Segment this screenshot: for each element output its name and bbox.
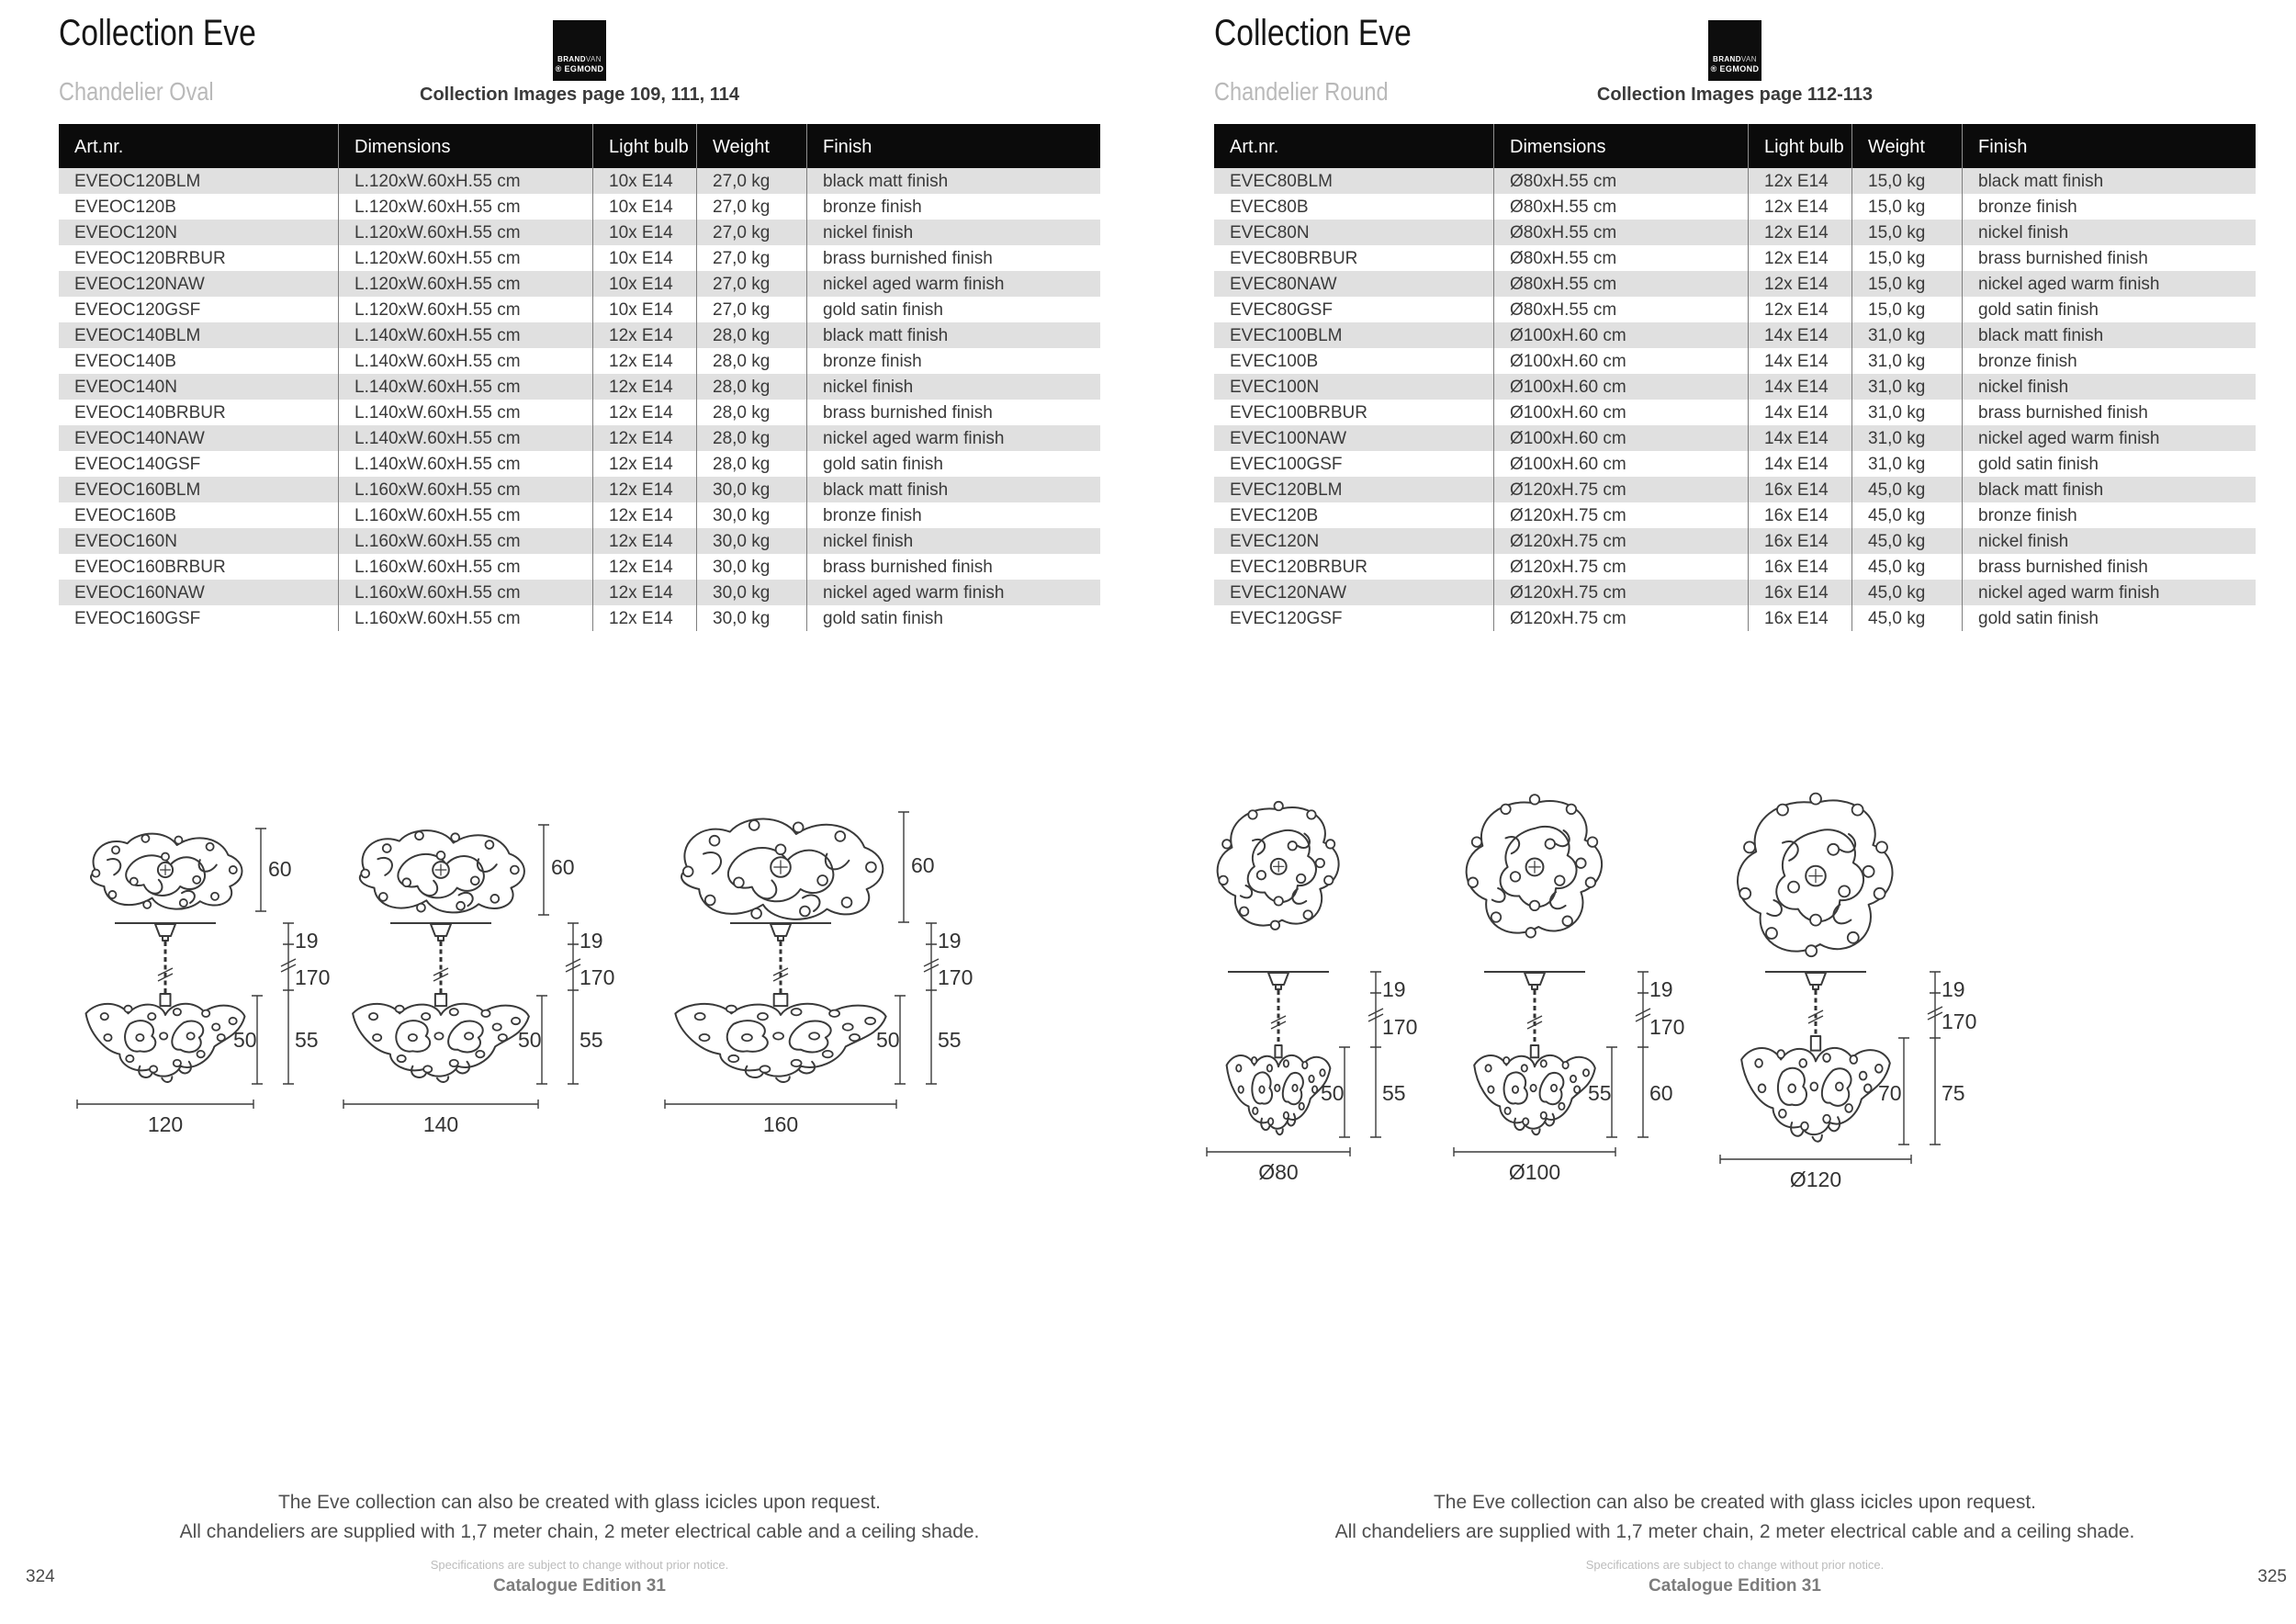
cell-lightbulb: 12x E14 (592, 322, 696, 348)
table-row (1214, 245, 2256, 271)
page-left (0, 0, 1141, 1624)
cell-weight: 45,0 kg (1851, 477, 1962, 502)
cell-lightbulb: 12x E14 (1748, 220, 1851, 245)
table-row (1214, 502, 2256, 528)
cell-dimensions: Ø100xH.60 cm (1493, 348, 1748, 374)
cell-lightbulb: 16x E14 (1748, 528, 1851, 554)
cell-lightbulb: 12x E14 (1748, 297, 1851, 322)
cell-lightbulb: 12x E14 (592, 502, 696, 528)
cell-lightbulb: 10x E14 (592, 168, 696, 194)
cell-dimensions: Ø80xH.55 cm (1493, 245, 1748, 271)
table-row (1214, 168, 2256, 194)
cell-lightbulb: 12x E14 (592, 477, 696, 502)
cell-weight: 28,0 kg (696, 425, 806, 451)
table-body (59, 168, 1100, 631)
table-row (1214, 322, 2256, 348)
cell-lightbulb: 12x E14 (592, 605, 696, 631)
cell-weight: 45,0 kg (1851, 502, 1962, 528)
cell-weight: 15,0 kg (1851, 220, 1962, 245)
dim-label-body: 70 (1878, 1081, 1902, 1105)
header-cell-lightbulb: Light bulb (1748, 124, 1851, 168)
footer-disclaimer: Specifications are subject to change without prior notice. (1585, 1558, 1885, 1572)
table-row (1214, 194, 2256, 220)
cell-artnr: EVEC100BRBUR (1230, 403, 1367, 423)
cell-artnr: EVEOC120NAW (74, 275, 205, 294)
cell-lightbulb: 12x E14 (1748, 194, 1851, 220)
cell-weight: 28,0 kg (696, 400, 806, 425)
cell-artnr: EVEC120BLM (1230, 480, 1343, 500)
dim-label-chain: 170 (295, 965, 331, 989)
dim-label-chain: 170 (938, 965, 974, 989)
dim-label-body: 50 (1321, 1081, 1345, 1105)
dim-label-total: 55 (295, 1028, 319, 1052)
spec-table-round (1214, 124, 2256, 631)
cell-artnr: EVEOC120GSF (74, 300, 201, 320)
cell-dimensions: Ø120xH.75 cm (1493, 554, 1748, 580)
cell-weight: 30,0 kg (696, 502, 806, 528)
dim-label-topwidth: 60 (268, 857, 292, 881)
brand-logo (1708, 20, 1761, 81)
cell-lightbulb: 16x E14 (1748, 502, 1851, 528)
cell-dimensions: L.160xW.60xH.55 cm (338, 528, 592, 554)
cell-lightbulb: 12x E14 (592, 528, 696, 554)
cell-dimensions: L.120xW.60xH.55 cm (338, 297, 592, 322)
catalogue-edition: Catalogue Edition 31 (493, 1576, 666, 1596)
page-number: 325 (2257, 1567, 2287, 1586)
cell-dimensions: L.120xW.60xH.55 cm (338, 220, 592, 245)
page-number: 324 (26, 1567, 55, 1586)
page-right (1155, 0, 2296, 1624)
cell-lightbulb: 12x E14 (1748, 271, 1851, 297)
cell-artnr: EVEC120B (1230, 506, 1319, 525)
cell-lightbulb: 12x E14 (592, 400, 696, 425)
table-row (1214, 425, 2256, 451)
cell-dimensions: Ø120xH.75 cm (1493, 502, 1748, 528)
cell-dimensions: L.140xW.60xH.55 cm (338, 348, 592, 374)
cell-dimensions: L.140xW.60xH.55 cm (338, 451, 592, 477)
table-row (1214, 348, 2256, 374)
cell-weight: 31,0 kg (1851, 374, 1962, 400)
cell-artnr: EVEOC120B (74, 197, 176, 217)
cell-finish: black matt finish (806, 322, 1100, 348)
footer-line-2: All chandeliers are supplied with 1,7 meter chain, 2 meter electrical cable and a ceiling shade. (179, 1521, 980, 1542)
brand-logo-line2: ® EGMOND (555, 64, 604, 73)
cell-finish: nickel finish (806, 220, 1100, 245)
cell-dimensions: Ø80xH.55 cm (1493, 271, 1748, 297)
page-subtitle: Chandelier Round (1214, 77, 1389, 106)
table-row (59, 194, 1100, 220)
cell-artnr: EVEC100N (1230, 378, 1320, 397)
table-row (1214, 400, 2256, 425)
cell-dimensions: Ø120xH.75 cm (1493, 477, 1748, 502)
cell-dimensions: L.160xW.60xH.55 cm (338, 580, 592, 605)
cell-finish: nickel finish (1962, 220, 2256, 245)
table-row (1214, 220, 2256, 245)
dim-label-drop: 19 (295, 929, 319, 953)
dim-label-drop: 19 (1649, 977, 1673, 1001)
cell-finish: bronze finish (806, 502, 1100, 528)
cell-artnr: EVEC100NAW (1230, 429, 1347, 448)
footer-line-2: All chandeliers are supplied with 1,7 meter chain, 2 meter electrical cable and a ceiling shade. (1334, 1521, 2135, 1542)
cell-finish: bronze finish (1962, 348, 2256, 374)
cell-artnr: EVEOC140B (74, 352, 176, 371)
cell-dimensions: Ø120xH.75 cm (1493, 580, 1748, 605)
table-row (59, 502, 1100, 528)
cell-finish: nickel aged warm finish (1962, 425, 2256, 451)
dim-label-chain: 170 (1941, 1009, 1977, 1033)
cell-dimensions: Ø80xH.55 cm (1493, 220, 1748, 245)
cell-weight: 15,0 kg (1851, 245, 1962, 271)
cell-finish: black matt finish (806, 477, 1100, 502)
dim-label-drop: 19 (938, 929, 962, 953)
dim-label-width: 140 (422, 1112, 459, 1136)
cell-weight: 31,0 kg (1851, 451, 1962, 477)
cell-lightbulb: 12x E14 (592, 580, 696, 605)
cell-lightbulb: 14x E14 (1748, 400, 1851, 425)
cell-dimensions: L.120xW.60xH.55 cm (338, 168, 592, 194)
table-row (59, 605, 1100, 631)
cell-dimensions: Ø100xH.60 cm (1493, 451, 1748, 477)
cell-weight: 31,0 kg (1851, 400, 1962, 425)
collection-images-note: Collection Images page 112-113 (1596, 85, 1874, 105)
cell-lightbulb: 12x E14 (592, 425, 696, 451)
cell-weight: 27,0 kg (696, 271, 806, 297)
cell-finish: brass burnished finish (1962, 245, 2256, 271)
dim-label-body: 50 (518, 1028, 542, 1052)
cell-weight: 28,0 kg (696, 322, 806, 348)
dim-label-drop: 19 (1941, 977, 1965, 1001)
dim-label-chain: 170 (1382, 1015, 1418, 1039)
cell-weight: 45,0 kg (1851, 528, 1962, 554)
table-row (59, 220, 1100, 245)
header-cell-weight: Weight (696, 124, 806, 168)
cell-finish: nickel aged warm finish (1962, 580, 2256, 605)
header-cell-dimensions: Dimensions (338, 124, 592, 168)
cell-artnr: EVEC100BLM (1230, 326, 1343, 345)
cell-dimensions: L.160xW.60xH.55 cm (338, 605, 592, 631)
cell-finish: black matt finish (806, 168, 1100, 194)
cell-artnr: EVEOC140NAW (74, 429, 205, 448)
cell-finish: nickel finish (1962, 374, 2256, 400)
dim-label-chain: 170 (580, 965, 615, 989)
cell-weight: 30,0 kg (696, 605, 806, 631)
cell-finish: nickel aged warm finish (806, 425, 1100, 451)
table-row (1214, 580, 2256, 605)
cell-weight: 27,0 kg (696, 220, 806, 245)
cell-lightbulb: 12x E14 (592, 451, 696, 477)
table-row (59, 374, 1100, 400)
dim-label-total: 75 (1941, 1081, 1965, 1105)
table-row (1214, 554, 2256, 580)
dim-label-width: 120 (147, 1112, 184, 1136)
cell-artnr: EVEOC160N (74, 532, 177, 551)
dim-label-width: Ø80 (1258, 1160, 1299, 1184)
catalogue-edition: Catalogue Edition 31 (1649, 1576, 1821, 1596)
table-row (1214, 271, 2256, 297)
cell-weight: 15,0 kg (1851, 297, 1962, 322)
table-row (1214, 297, 2256, 322)
cell-finish: gold satin finish (806, 605, 1100, 631)
table-row (59, 554, 1100, 580)
table-row (59, 528, 1100, 554)
dim-label-width: 160 (762, 1112, 799, 1136)
dim-label-drop: 19 (1382, 977, 1406, 1001)
cell-weight: 45,0 kg (1851, 554, 1962, 580)
cell-dimensions: Ø80xH.55 cm (1493, 168, 1748, 194)
cell-dimensions: L.120xW.60xH.55 cm (338, 194, 592, 220)
cell-weight: 30,0 kg (696, 477, 806, 502)
footer-disclaimer: Specifications are subject to change without prior notice. (430, 1558, 729, 1572)
cell-finish: nickel finish (1962, 528, 2256, 554)
collection-images-note: Collection Images page 109, 111, 114 (420, 85, 739, 105)
cell-finish: bronze finish (1962, 194, 2256, 220)
cell-finish: nickel aged warm finish (806, 271, 1100, 297)
cell-weight: 28,0 kg (696, 348, 806, 374)
cell-lightbulb: 12x E14 (592, 348, 696, 374)
cell-weight: 45,0 kg (1851, 580, 1962, 605)
cell-artnr: EVEOC160BLM (74, 480, 201, 500)
dim-label-total: 55 (1382, 1081, 1406, 1105)
cell-finish: black matt finish (1962, 477, 2256, 502)
dim-label-chain: 170 (1649, 1015, 1685, 1039)
cell-lightbulb: 14x E14 (1748, 348, 1851, 374)
footer-line-1: The Eve collection can also be created with glass icicles upon request. (277, 1492, 882, 1513)
cell-dimensions: L.120xW.60xH.55 cm (338, 245, 592, 271)
header-cell-artnr: Art.nr. (1230, 137, 1279, 157)
cell-lightbulb: 10x E14 (592, 245, 696, 271)
cell-artnr: EVEC80BLM (1230, 172, 1333, 191)
cell-lightbulb: 12x E14 (1748, 245, 1851, 271)
spec-table-oval (59, 124, 1100, 631)
cell-lightbulb: 16x E14 (1748, 605, 1851, 631)
cell-artnr: EVEC120NAW (1230, 583, 1347, 603)
cell-lightbulb: 12x E14 (592, 554, 696, 580)
diagram-round-120 (1660, 788, 2045, 1192)
dim-label-width: Ø100 (1508, 1160, 1561, 1184)
table-row (59, 348, 1100, 374)
table-header (1214, 124, 2256, 168)
cell-finish: brass burnished finish (1962, 400, 2256, 425)
cell-artnr: EVEOC160BRBUR (74, 558, 226, 577)
cell-finish: bronze finish (1962, 502, 2256, 528)
cell-dimensions: Ø120xH.75 cm (1493, 605, 1748, 631)
cell-artnr: EVEOC140N (74, 378, 177, 397)
cell-artnr: EVEC100B (1230, 352, 1319, 371)
dim-label-body: 50 (233, 1028, 257, 1052)
page-title: Collection Eve (59, 13, 256, 53)
cell-weight: 27,0 kg (696, 297, 806, 322)
cell-weight: 30,0 kg (696, 580, 806, 605)
cell-artnr: EVEC80N (1230, 223, 1310, 242)
cell-weight: 15,0 kg (1851, 271, 1962, 297)
cell-artnr: EVEC120GSF (1230, 609, 1343, 628)
brand-logo-line2: ® EGMOND (1710, 64, 1760, 73)
cell-lightbulb: 14x E14 (1748, 425, 1851, 451)
cell-lightbulb: 12x E14 (592, 374, 696, 400)
cell-lightbulb: 10x E14 (592, 271, 696, 297)
header-cell-artnr: Art.nr. (74, 137, 124, 157)
table-row (59, 580, 1100, 605)
dim-label-topwidth: 60 (911, 853, 935, 877)
cell-lightbulb: 14x E14 (1748, 322, 1851, 348)
cell-dimensions: L.140xW.60xH.55 cm (338, 374, 592, 400)
cell-lightbulb: 10x E14 (592, 297, 696, 322)
cell-weight: 15,0 kg (1851, 168, 1962, 194)
cell-finish: nickel aged warm finish (1962, 271, 2256, 297)
cell-weight: 31,0 kg (1851, 322, 1962, 348)
cell-artnr: EVEOC160GSF (74, 609, 201, 628)
dim-label-total: 55 (580, 1028, 603, 1052)
cell-lightbulb: 10x E14 (592, 194, 696, 220)
cell-lightbulb: 14x E14 (1748, 451, 1851, 477)
cell-lightbulb: 16x E14 (1748, 580, 1851, 605)
header-cell-finish: Finish (806, 124, 1100, 168)
table-row (59, 168, 1100, 194)
cell-weight: 27,0 kg (696, 194, 806, 220)
cell-artnr: EVEC80B (1230, 197, 1309, 217)
cell-weight: 28,0 kg (696, 374, 806, 400)
table-body (1214, 168, 2256, 631)
page-title: Collection Eve (1214, 13, 1412, 53)
header-cell-dimensions: Dimensions (1493, 124, 1748, 168)
cell-dimensions: Ø120xH.75 cm (1493, 528, 1748, 554)
table-row (59, 322, 1100, 348)
dim-label-topwidth: 60 (551, 855, 575, 879)
table-row (59, 271, 1100, 297)
dim-label-total: 55 (938, 1028, 962, 1052)
page-subtitle: Chandelier Oval (59, 77, 214, 106)
cell-finish: brass burnished finish (806, 400, 1100, 425)
cell-finish: brass burnished finish (806, 554, 1100, 580)
table-row (59, 425, 1100, 451)
cell-artnr: EVEOC120N (74, 223, 177, 242)
header-cell-finish: Finish (1962, 124, 2256, 168)
footer-line-1: The Eve collection can also be created with glass icicles upon request. (1433, 1492, 2037, 1513)
cell-artnr: EVEC80NAW (1230, 275, 1337, 294)
cell-artnr: EVEOC120BLM (74, 172, 201, 191)
cell-weight: 28,0 kg (696, 451, 806, 477)
table-row (1214, 528, 2256, 554)
cell-finish: black matt finish (1962, 322, 2256, 348)
cell-finish: gold satin finish (1962, 605, 2256, 631)
cell-artnr: EVEC120N (1230, 532, 1320, 551)
cell-dimensions: Ø80xH.55 cm (1493, 194, 1748, 220)
table-row (59, 451, 1100, 477)
dim-label-drop: 19 (580, 929, 603, 953)
cell-lightbulb: 14x E14 (1748, 374, 1851, 400)
cell-lightbulb: 10x E14 (592, 220, 696, 245)
table-row (59, 400, 1100, 425)
cell-artnr: EVEC80BRBUR (1230, 249, 1358, 268)
brand-logo (553, 20, 606, 81)
cell-weight: 30,0 kg (696, 554, 806, 580)
cell-artnr: EVEOC140BRBUR (74, 403, 226, 423)
dim-label-body: 55 (1588, 1081, 1612, 1105)
cell-weight: 15,0 kg (1851, 194, 1962, 220)
cell-lightbulb: 16x E14 (1748, 477, 1851, 502)
cell-dimensions: Ø100xH.60 cm (1493, 322, 1748, 348)
header-cell-lightbulb: Light bulb (592, 124, 696, 168)
header-cell-weight: Weight (1851, 124, 1962, 168)
table-row (59, 245, 1100, 271)
cell-weight: 31,0 kg (1851, 425, 1962, 451)
cell-artnr: EVEOC160NAW (74, 583, 205, 603)
cell-artnr: EVEOC160B (74, 506, 176, 525)
cell-weight: 45,0 kg (1851, 605, 1962, 631)
cell-dimensions: Ø80xH.55 cm (1493, 297, 1748, 322)
cell-lightbulb: 12x E14 (1748, 168, 1851, 194)
cell-lightbulb: 16x E14 (1748, 554, 1851, 580)
cell-weight: 27,0 kg (696, 245, 806, 271)
cell-weight: 31,0 kg (1851, 348, 1962, 374)
table-row (1214, 374, 2256, 400)
cell-artnr: EVEOC120BRBUR (74, 249, 226, 268)
cell-dimensions: L.160xW.60xH.55 cm (338, 477, 592, 502)
cell-finish: nickel aged warm finish (806, 580, 1100, 605)
cell-finish: bronze finish (806, 194, 1100, 220)
table-row (1214, 451, 2256, 477)
cell-artnr: EVEOC140BLM (74, 326, 201, 345)
cell-weight: 30,0 kg (696, 528, 806, 554)
cell-weight: 27,0 kg (696, 168, 806, 194)
dim-label-total: 60 (1649, 1081, 1673, 1105)
cell-dimensions: Ø100xH.60 cm (1493, 374, 1748, 400)
cell-finish: gold satin finish (1962, 297, 2256, 322)
cell-finish: gold satin finish (806, 297, 1100, 322)
cell-dimensions: L.160xW.60xH.55 cm (338, 502, 592, 528)
cell-finish: nickel finish (806, 528, 1100, 554)
cell-artnr: EVEC100GSF (1230, 455, 1343, 474)
table-row (1214, 477, 2256, 502)
cell-dimensions: Ø100xH.60 cm (1493, 425, 1748, 451)
cell-dimensions: L.140xW.60xH.55 cm (338, 322, 592, 348)
cell-finish: black matt finish (1962, 168, 2256, 194)
table-row (1214, 605, 2256, 631)
cell-finish: brass burnished finish (806, 245, 1100, 271)
cell-dimensions: L.140xW.60xH.55 cm (338, 400, 592, 425)
dim-label-body: 50 (876, 1028, 900, 1052)
cell-finish: brass burnished finish (1962, 554, 2256, 580)
dim-label-width: Ø120 (1789, 1167, 1842, 1191)
table-row (59, 297, 1100, 322)
diagram-oval-140 (285, 801, 670, 1168)
table-header (59, 124, 1100, 168)
diagram-oval-160 (625, 801, 1010, 1168)
cell-finish: nickel finish (806, 374, 1100, 400)
cell-dimensions: L.140xW.60xH.55 cm (338, 425, 592, 451)
cell-finish: bronze finish (806, 348, 1100, 374)
cell-artnr: EVEC120BRBUR (1230, 558, 1367, 577)
cell-dimensions: Ø100xH.60 cm (1493, 400, 1748, 425)
table-row (59, 477, 1100, 502)
cell-artnr: EVEOC140GSF (74, 455, 201, 474)
brand-logo-line1: BRANDVAN (1713, 55, 1757, 63)
cell-dimensions: L.120xW.60xH.55 cm (338, 271, 592, 297)
cell-finish: gold satin finish (1962, 451, 2256, 477)
cell-artnr: EVEC80GSF (1230, 300, 1333, 320)
brand-logo-line1: BRANDVAN (557, 55, 602, 63)
cell-dimensions: L.160xW.60xH.55 cm (338, 554, 592, 580)
cell-finish: gold satin finish (806, 451, 1100, 477)
